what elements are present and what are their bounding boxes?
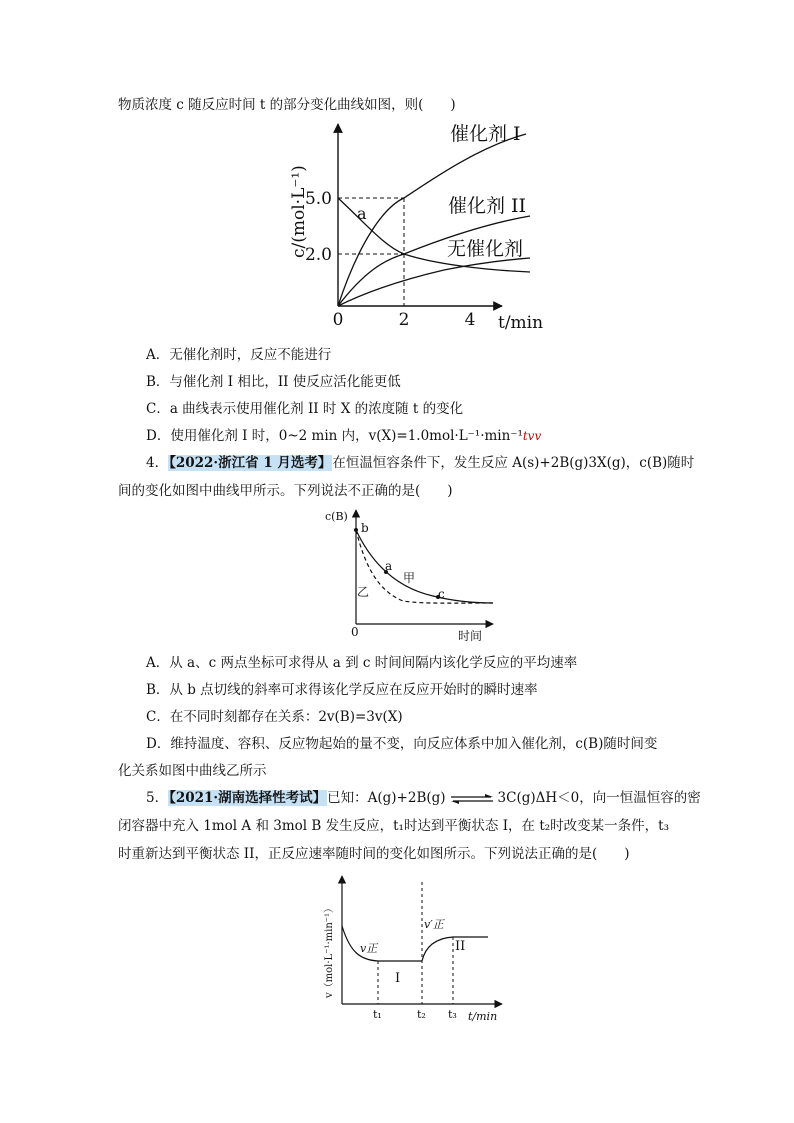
equilibrium-arrow-icon <box>449 793 495 805</box>
q4-xlabel: 时间 <box>458 629 483 643</box>
q5-label-v-forward-prime: v′正 <box>424 918 444 931</box>
q4-option-a: A．从 a、c 两点坐标可求得从 a 到 c 时间间隔内该化学反应的平均速率 <box>146 655 578 671</box>
q4-option-b: B．从 b 点切线的斜率可求得该化学反应在反应开始时的瞬时速率 <box>146 682 538 698</box>
q4-curve-yi <box>356 530 493 603</box>
q4-label-b: b <box>361 521 369 535</box>
q5-xtick-t2: t₂ <box>417 1008 426 1021</box>
q3-label-catalyst-2: 催化剂 II <box>448 195 527 217</box>
q5-stem-line1: 5．【2021·湖南选择性考试】已知：A(g)+2B(g) 3C(g)ΔH＜0，向一恒温恒容的密 <box>146 790 701 806</box>
q3-xtick-2: 2 <box>398 310 410 330</box>
q3-curve-no-catalyst <box>338 258 530 306</box>
q4-origin: 0 <box>351 625 359 639</box>
q4-ylabel: c(B) <box>325 510 348 523</box>
q5-region-1: I <box>395 971 401 986</box>
q3-option-d: D．使用催化剂 I 时，0~2 min 内，v(X)=1.0mol·L⁻¹·min⁻¹tvv <box>146 428 542 444</box>
q3-label-a: a <box>357 204 367 223</box>
q4-stem-line2: 间的变化如图中曲线甲所示。下列说法不正确的是( ) <box>118 483 453 499</box>
q5-xlabel: t/min <box>468 1010 498 1023</box>
q4-stem-line1: 4．【2022·浙江省 1 月选考】在恒温恒容条件下，发生反应 A(s)+2B(g)3X(g)，c(B)随时 <box>146 455 695 471</box>
q3-xtick-0: 0 <box>332 310 344 330</box>
q4-point-b <box>354 528 358 532</box>
q4-option-c: C．在不同时刻都存在关系：2v(B)=3v(X) <box>146 709 403 725</box>
q4-label-c: c <box>438 587 445 601</box>
q3-option-b: B．与催化剂 I 相比，II 使反应活化能更低 <box>146 374 401 390</box>
q4-option-d-cont: 化关系如图中曲线乙所示 <box>118 763 267 779</box>
q5-region-2: II <box>455 939 466 954</box>
q4-label-yi: 乙 <box>357 585 370 599</box>
q5-ylabel: v（mol·L⁻¹·min⁻¹） <box>324 902 335 998</box>
q4-curve-jia <box>356 530 493 603</box>
q5-stem-line2: 闭容器中充入 1mol A 和 3mol B 发生反应，t₁时达到平衡状态 I，在 t₂时改变某一条件，t₃ <box>118 818 670 834</box>
q5-xtick-t1: t₁ <box>373 1008 382 1021</box>
q5-figure <box>318 874 518 1024</box>
q3-ylabel: c/(mol·L⁻¹) <box>289 165 309 258</box>
q5-xtick-t3: t₃ <box>448 1008 457 1021</box>
q4-option-d: D．维持温度、容积、反应物起始的量不变，向反应体系中加入催化剂，c(B)随时间变 <box>146 736 658 752</box>
q4-label-a: a <box>385 559 393 573</box>
q4-source-tag: 【2022·浙江省 1 月选考】 <box>169 455 332 471</box>
q5-source-tag: 【2021·湖南选择性考试】 <box>169 790 327 806</box>
q3-ytick-2: 2.0 <box>304 245 332 265</box>
q3-label-catalyst-1: 催化剂 I <box>450 123 521 145</box>
q4-figure <box>323 506 503 646</box>
q3-d-mark: tvv <box>522 429 542 443</box>
q5-stem-line3: 时重新达到平衡状态 II，正反应速率随时间的变化如图所示。下列说法正确的是( ) <box>118 846 630 862</box>
q3-xtick-4: 4 <box>464 310 476 330</box>
q5-label-v-forward: v正 <box>360 942 378 955</box>
q3-label-no-catalyst: 无催化剂 <box>447 238 524 260</box>
q3-ytick-5: 5.0 <box>304 189 332 209</box>
q3-option-c: C．a 曲线表示使用催化剂 II 时 X 的浓度随 t 的变化 <box>146 401 464 417</box>
q3-stem: 物质浓度 c 随反应时间 t 的部分变化曲线如图，则( ) <box>118 97 456 113</box>
q3-figure <box>284 112 544 332</box>
q3-xlabel: t/min <box>498 313 544 333</box>
q5-curve-v-forward <box>342 926 422 961</box>
q4-label-jia: 甲 <box>403 571 416 585</box>
q3-option-a: A．无催化剂时，反应不能进行 <box>146 347 332 363</box>
